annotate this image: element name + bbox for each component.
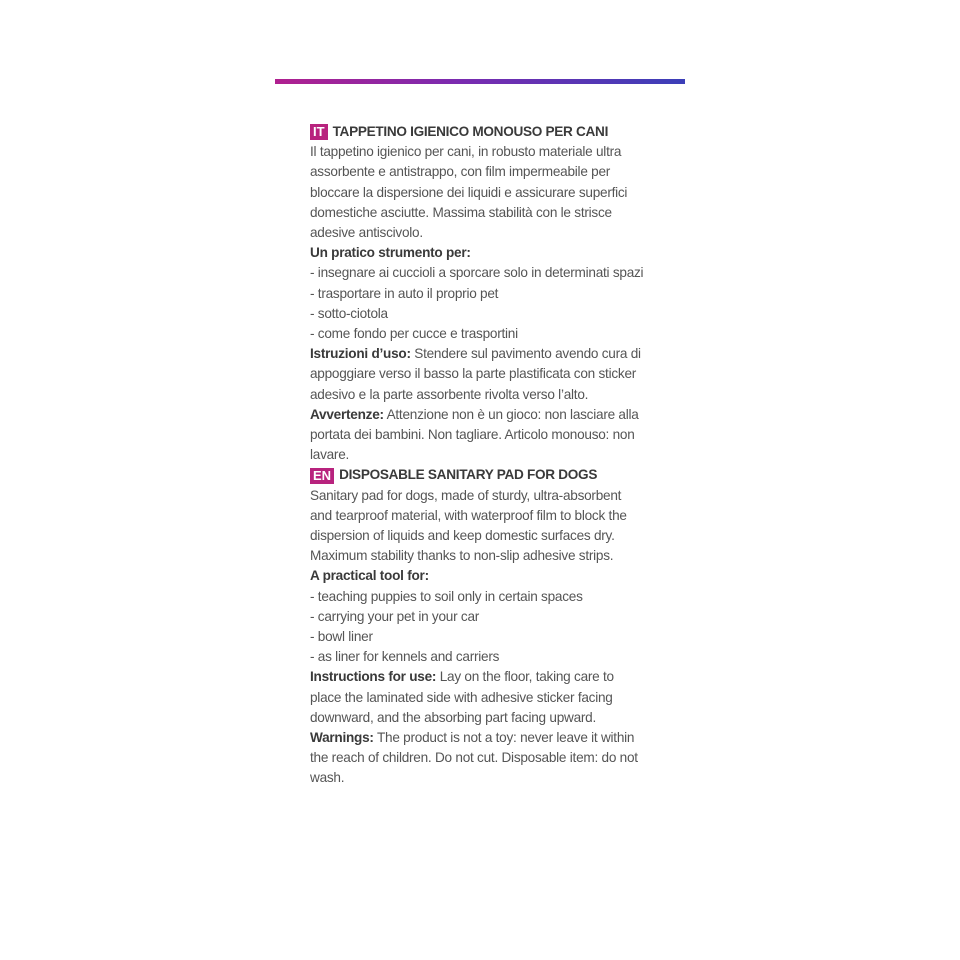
english-uses-heading: A practical tool for: xyxy=(310,568,429,584)
list-item: - sotto-ciotola xyxy=(310,305,388,321)
top-gradient-rule xyxy=(275,79,685,84)
italian-heading xyxy=(310,122,645,142)
italian-uses-heading: Un pratico strumento per: xyxy=(310,245,471,261)
language-badge-en: EN xyxy=(310,468,334,484)
italian-uses-list xyxy=(310,263,645,344)
english-instructions-text: Lay on the floor, taking care to place the laminated side with adhesive sticker facing downward, and the absorbing part facing upward. xyxy=(310,669,614,725)
english-instructions-label: Instructions for use: xyxy=(310,669,437,685)
list-item: - trasportare in auto il proprio pet xyxy=(310,285,499,301)
italian-description: Il tappetino igienico per cani, in robusto materiale ultra assorbente e antistrappo, con film impermeabile per bloccare la dispersione dei liquidi e assicurare superfici domestiche asciutte. Massima stabilità con le strisce adesive antiscivolo. xyxy=(310,144,628,240)
list-item: - as liner for kennels and carriers xyxy=(310,649,500,665)
italian-warnings-label: Avvertenze: xyxy=(310,406,384,422)
section-italian xyxy=(310,122,645,465)
language-badge-it: IT xyxy=(310,124,328,140)
italian-instructions-label: Istruzioni d’uso: xyxy=(310,346,411,362)
italian-instructions xyxy=(310,344,645,465)
english-warnings-text: The product is not a toy: never leave it within the reach of children. Do not cut. Disposable item: do not wash. xyxy=(310,730,638,786)
section-english xyxy=(310,465,645,788)
english-uses-list xyxy=(310,587,645,668)
english-warnings-label: Warnings: xyxy=(310,730,374,746)
list-item: - come fondo per cucce e trasportini xyxy=(310,326,518,342)
italian-warnings-text: Attenzione non è un gioco: non lasciare alla portata dei bambini. Non tagliare. Articolo monouso: non lavare. xyxy=(310,406,639,463)
list-item: - teaching puppies to soil only in certain spaces xyxy=(310,588,583,604)
italian-instructions-text: Stendere sul pavimento avendo cura di appoggiare verso il basso la parte plastificata con sticker adesivo e la parte assorbente rivolta verso l’alto. xyxy=(310,346,641,402)
english-description: Sanitary pad for dogs, made of sturdy, ultra-absorbent and tearproof material, with waterproof film to block the dispersion of liquids and keep domestic surfaces dry. Maximum stability thanks to non-slip adhesive strips. xyxy=(310,487,627,564)
english-instructions xyxy=(310,667,645,788)
english-title: DISPOSABLE SANITARY PAD FOR DOGS xyxy=(339,467,598,483)
product-leaflet-column xyxy=(310,122,645,789)
list-item: - insegnare ai cuccioli a sporcare solo in determinati spazi xyxy=(310,265,644,281)
italian-title: TAPPETINO IGIENICO MONOUSO PER CANI xyxy=(332,124,609,139)
list-item: - bowl liner xyxy=(310,629,373,645)
english-heading xyxy=(310,465,645,485)
list-item: - carrying your pet in your car xyxy=(310,608,480,624)
